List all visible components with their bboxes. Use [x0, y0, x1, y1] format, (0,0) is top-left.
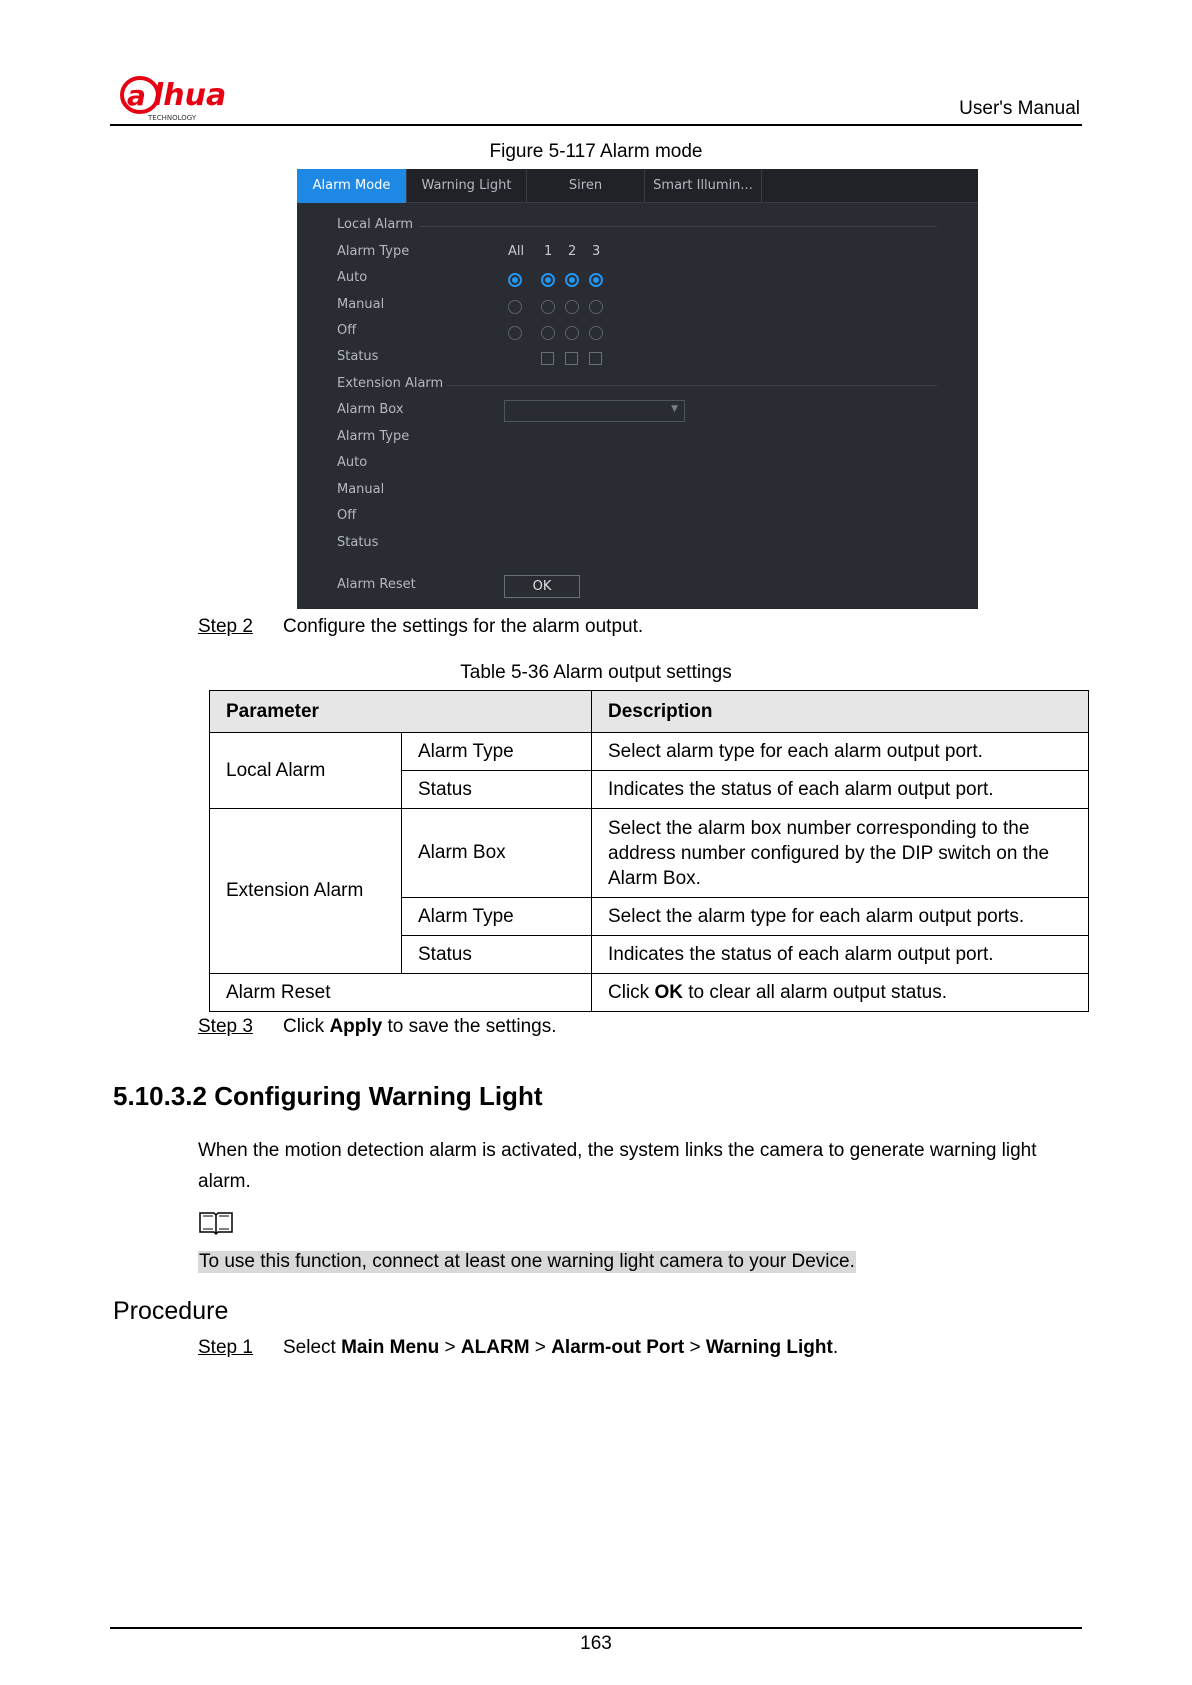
- radio-auto-3[interactable]: [589, 273, 603, 287]
- step3-post: to save the settings.: [382, 1016, 557, 1037]
- desc-text: Click: [608, 981, 655, 1003]
- figure-caption: Figure 5-117 Alarm mode: [489, 141, 703, 162]
- param-cell: Status: [402, 936, 592, 974]
- status-indicator-3: [589, 352, 602, 365]
- radio-auto-1[interactable]: [541, 273, 555, 287]
- column-1: 1: [544, 244, 553, 259]
- table-header-row: [210, 691, 1089, 733]
- svg-text:a: a: [127, 79, 146, 112]
- path-separator: >: [439, 1337, 461, 1358]
- radio-manual-all[interactable]: [508, 300, 522, 314]
- radio-auto-all[interactable]: [508, 273, 522, 287]
- param-cell: Alarm Box: [402, 809, 592, 898]
- svg-text:TECHNOLOGY: TECHNOLOGY: [148, 114, 197, 122]
- dahua-logo: [118, 74, 258, 124]
- step3-pre: Click: [283, 1016, 330, 1037]
- alarm-type-label: Alarm Type: [337, 244, 410, 259]
- radio-off-1[interactable]: [541, 326, 555, 340]
- param-cell: Alarm Type: [402, 898, 592, 936]
- extension-alarm-section-label: Extension Alarm: [337, 376, 444, 391]
- desc-cell: Select alarm type for each alarm output port.: [592, 733, 1089, 771]
- param-cell: Status: [402, 771, 592, 809]
- radio-manual-2[interactable]: [565, 300, 579, 314]
- param-cell: Alarm Type: [402, 733, 592, 771]
- ok-button[interactable]: OK: [504, 575, 580, 598]
- header-parameter: Parameter: [210, 691, 592, 733]
- section-rule: [419, 226, 937, 227]
- desc-cell: Select the alarm type for each alarm output ports.: [592, 898, 1089, 936]
- column-3: 3: [592, 244, 601, 259]
- group-local-alarm: Local Alarm: [210, 733, 402, 809]
- tab-siren[interactable]: Siren: [527, 169, 645, 203]
- auto-label: Auto: [337, 270, 368, 285]
- radio-off-all[interactable]: [508, 326, 522, 340]
- path-separator: >: [529, 1337, 552, 1358]
- desc-cell: Select the alarm box number corresponding to the address number configured by the DIP switch on the Alarm Box.: [592, 809, 1089, 898]
- path-separator: >: [684, 1337, 706, 1358]
- alarm-output-settings-table: [209, 690, 1089, 1012]
- menu-path-warning-light: Warning Light: [705, 1337, 833, 1358]
- status-indicator-2: [565, 352, 578, 365]
- local-alarm-section-label: Local Alarm: [337, 217, 414, 232]
- step2-label: Step 2: [198, 616, 253, 637]
- param-cell: Alarm Reset: [210, 974, 592, 1012]
- step1-pre: Select: [283, 1337, 342, 1358]
- status-indicator-1: [541, 352, 554, 365]
- step3-bold: Apply: [329, 1016, 383, 1037]
- note-text: To use this function, connect at least one warning light camera to your Device.: [199, 1251, 855, 1272]
- page-number: 163: [580, 1633, 612, 1654]
- step1-post: .: [832, 1337, 839, 1358]
- tab-smart-illumination[interactable]: Smart Illumin...: [645, 169, 762, 203]
- radio-manual-1[interactable]: [541, 300, 555, 314]
- book-icon: [198, 1210, 234, 1236]
- step3-text: [283, 1016, 557, 1038]
- chevron-down-icon: ▼: [671, 404, 678, 414]
- alarm-box-label: Alarm Box: [337, 402, 404, 417]
- alarm-mode-screen: [297, 169, 978, 609]
- tab-warning-light[interactable]: Warning Light: [407, 169, 527, 203]
- ext-off-label: Off: [337, 508, 357, 523]
- desc-cell: [592, 974, 1089, 1012]
- manual-title: User's Manual: [959, 98, 1080, 119]
- header-rule: [110, 124, 1082, 126]
- menu-path-alarm: ALARM: [460, 1337, 530, 1358]
- radio-off-2[interactable]: [565, 326, 579, 340]
- desc-cell: Indicates the status of each alarm output port.: [592, 936, 1089, 974]
- column-all: All: [508, 244, 525, 259]
- menu-path-main-menu: Main Menu: [341, 1337, 440, 1358]
- procedure-heading: Procedure: [113, 1297, 229, 1325]
- off-label: Off: [337, 323, 357, 338]
- section-rule: [447, 385, 937, 386]
- radio-auto-2[interactable]: [565, 273, 579, 287]
- manual-label: Manual: [337, 297, 385, 312]
- ext-manual-label: Manual: [337, 482, 385, 497]
- step3-label: Step 3: [198, 1016, 253, 1037]
- menu-path-alarm-out-port: Alarm-out Port: [551, 1337, 685, 1358]
- step1-label: Step 1: [198, 1337, 253, 1358]
- svg-text:lhua: lhua: [153, 78, 227, 113]
- tab-alarm-mode[interactable]: Alarm Mode: [297, 169, 407, 203]
- header-description: Description: [592, 691, 1089, 733]
- group-extension-alarm: Extension Alarm: [210, 809, 402, 974]
- intro-paragraph: When the motion detection alarm is activated, the system links the camera to generate warning light alarm.: [198, 1140, 1037, 1192]
- alarm-reset-label: Alarm Reset: [337, 577, 416, 592]
- column-2: 2: [568, 244, 577, 259]
- step2-text: Configure the settings for the alarm output.: [283, 616, 644, 637]
- section-heading: 5.10.3.2 Configuring Warning Light: [113, 1081, 543, 1111]
- ext-status-label: Status: [337, 535, 379, 550]
- ext-alarm-type-label: Alarm Type: [337, 429, 410, 444]
- footer-rule: [110, 1627, 1082, 1629]
- table-caption: Table 5-36 Alarm output settings: [460, 662, 732, 683]
- desc-text: to clear all alarm output status.: [682, 981, 947, 1003]
- tab-bar: [297, 169, 978, 203]
- table-row: [210, 974, 1089, 1012]
- desc-cell: Indicates the status of each alarm output port.: [592, 771, 1089, 809]
- step1-text: [283, 1337, 838, 1359]
- ext-auto-label: Auto: [337, 455, 368, 470]
- alarm-box-dropdown[interactable]: [504, 400, 685, 422]
- table-row: [210, 733, 1089, 771]
- radio-off-3[interactable]: [589, 326, 603, 340]
- table-row: [210, 809, 1089, 898]
- status-label: Status: [337, 349, 379, 364]
- radio-manual-3[interactable]: [589, 300, 603, 314]
- desc-bold: OK: [654, 981, 683, 1003]
